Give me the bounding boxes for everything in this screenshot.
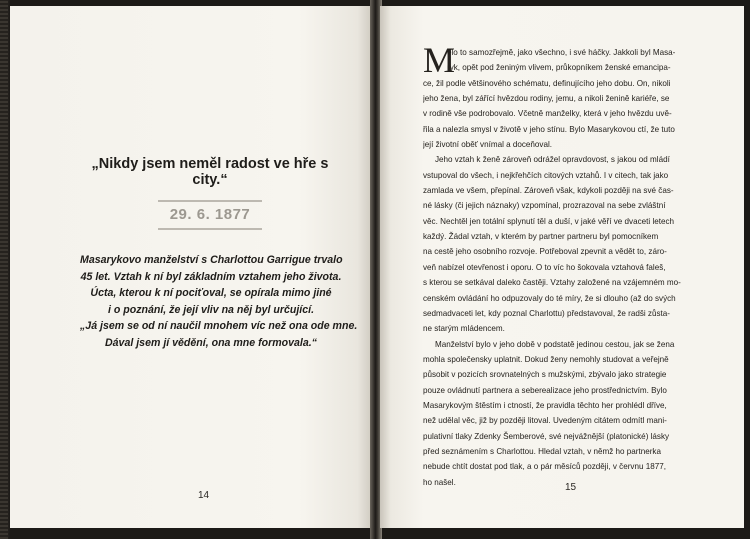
paragraph-3 xyxy=(423,337,718,490)
page-edges xyxy=(0,0,8,539)
quote-heading: „Nikdy jsem neměl radost ve hře s city.“ xyxy=(91,156,329,188)
text-line: veň nabízel otevřenost i oporu. O to víc ho šokovala vztahová faleš, xyxy=(423,262,666,272)
text-line: Manželství bylo v jeho době v podstatě jedinou cestou, jak se žena xyxy=(435,339,675,349)
paragraph-1 xyxy=(423,40,718,152)
text-line: ělo to samozřejmě, jako všechno, i své háčky. Jakkoli byl Masa- xyxy=(447,48,676,57)
italic-line: Masarykovo manželství s Charlottou Garrigue trvalo xyxy=(80,254,343,266)
date-label: 29. 6. 1877 xyxy=(158,200,262,230)
page-number-left: 14 xyxy=(198,490,210,501)
drop-cap: M xyxy=(423,40,456,80)
text-line: než udělal věc, již by později litoval. Uvedeným citátem odmítl mani- xyxy=(423,416,667,426)
text-line: řila a nalezla smysl v životě v jeho stínu. Bylo Masarykovou ctí, že tuto xyxy=(423,124,675,134)
italic-line: 45 let. Vztah k ní byl základním vztahem jeho života. xyxy=(80,270,342,283)
text-line: pouze ovládnutí partnera a seberealizace jeho prostřednictvím. Bylo xyxy=(423,385,667,395)
text-line: ce, žil podle většinového schématu, definujícího jeho dobu. On, nikoli xyxy=(423,78,671,88)
text-line: ne starým mládencem. xyxy=(423,324,505,334)
text-line: před seznámením s Charlottou. Hledal vztah, v němž ho partnerka xyxy=(423,446,661,456)
text-line: Jeho vztah k ženě zároveň odrážel opravdovost, s jakou od mládí xyxy=(435,155,670,165)
italic-line: Úcta, kterou k ní pociťoval, se opírala mimo jiné xyxy=(90,287,332,300)
text-line: ryk, opět pod ženiným vlivem, průkopníkem ženské emancipa- xyxy=(447,63,671,73)
text-line: sedmadvaceti let, kdy poznal Charlottu) představoval, že radši zůsta- xyxy=(423,308,670,318)
italic-line: i o poznání, že její vliv na něj byl určující. xyxy=(107,303,315,316)
text-line: vstupoval do všech, i nejkřehčích citových vztahů. I v citech, tak jako xyxy=(423,170,669,180)
right-page xyxy=(380,6,744,528)
paragraph-2 xyxy=(423,152,718,336)
italic-paragraph xyxy=(80,252,358,352)
italic-line: „Já jsem se od ní naučil mnohem víc než ona ode mne. xyxy=(80,320,358,333)
text-line: nebude chtít dostat pod tlak, a o pár měsíců později, v červnu 1877, xyxy=(423,462,666,472)
text-line: pulativní tlaky Zdenky Šemberové, své nejvážnější (platonické) lásky xyxy=(423,431,670,441)
text-line: ho našel. xyxy=(423,477,456,487)
text-line: působit v pozicích srovnatelných s mužskými, zbývalo jako strategie xyxy=(423,370,667,380)
text-line: mohla společensky uplatnit. Dokud ženy nemohly studovat a veřejně xyxy=(423,354,669,364)
page-number-right: 15 xyxy=(565,482,577,493)
text-line: v rodině vše podrobovalo. Včetně manželky, která v jeho hvězdu uvě- xyxy=(423,109,672,119)
text-line: Masarykovým štěstím i ctností, že pravidla těchto her prohlédl dříve, xyxy=(423,400,667,410)
text-line: věc. Nechtěl jen totální splynutí těl a duší, v jaké věří ve dvaceti letech xyxy=(423,216,675,226)
italic-line: Dával jsem jí vědění, ona mne formovala.“ xyxy=(105,336,317,349)
text-line: jeho žena, byl zářící hvězdou rodiny, jemu, a nikoli ženině kariéře, se xyxy=(423,94,670,104)
text-line: zamlada ve všem, přepínal. Zároveň však, kdykoli později na své čas- xyxy=(423,186,674,196)
text-line: cenském ovládání ho odpuzovaly do té míry, že si dlouho (až do svých xyxy=(423,293,676,303)
text-line: na cestě jeho osobního rozvoje. Potřeboval zpevnit a vědět to, záro- xyxy=(423,247,667,257)
text-line: její životní oběť vnímal a doceňoval. xyxy=(423,140,553,150)
text-line: né lásky (či jejich náznaky) vzpomínal, prozrazoval na sebe zvláštní xyxy=(423,201,666,211)
text-line: každý. Žádal vztah, v kterém by partner partneru byl pomocníkem xyxy=(423,232,659,242)
body-text xyxy=(423,40,718,490)
text-line: s kterou se setkával daleko častěji. Vztahy založené na vzájemném mo- xyxy=(423,278,681,288)
left-page xyxy=(10,6,372,528)
